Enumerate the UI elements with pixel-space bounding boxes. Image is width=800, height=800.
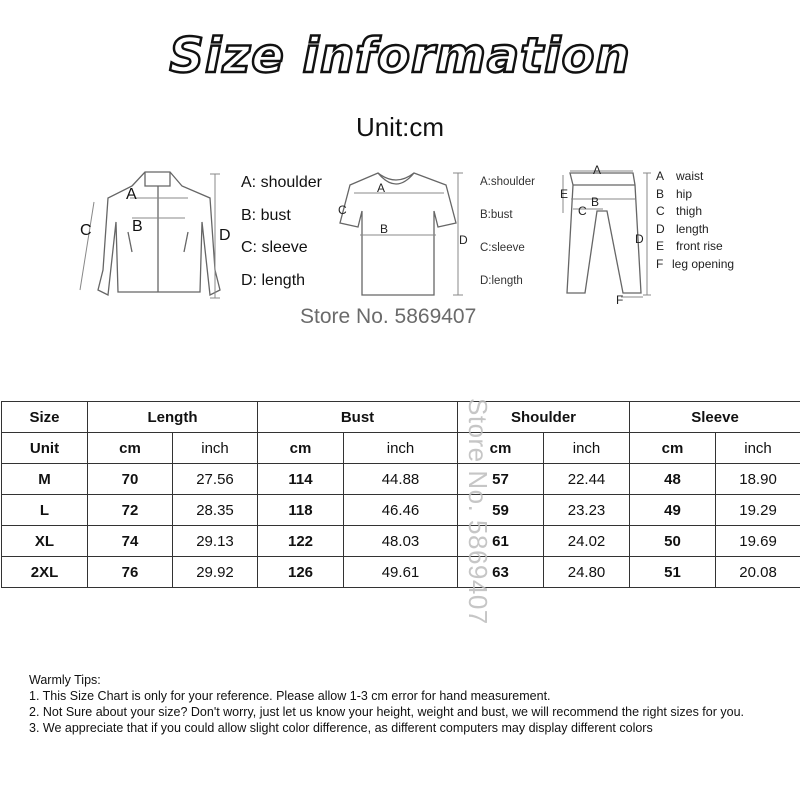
jacket-diagram-icon: [70, 160, 240, 305]
unit-cell: inch: [716, 433, 800, 464]
table-row: [2, 557, 800, 588]
unit-cell: cm: [88, 433, 173, 464]
tshirt-legend-item: D:length: [480, 275, 523, 287]
table-cell: 29.13: [173, 526, 258, 557]
jacket-legend-item: C: sleeve: [241, 239, 308, 256]
table-cell: 24.80: [544, 557, 630, 588]
jacket-legend-item: A: shoulder: [241, 174, 322, 191]
store-number: Store No. 5869407: [300, 305, 477, 328]
table-cell: 2XL: [2, 557, 88, 588]
pants-legend-item: A waist: [656, 169, 704, 183]
store-watermark: Store No. 5869407: [463, 398, 493, 625]
table-cell: 49.61: [344, 557, 458, 588]
tshirt-marker-a: A: [377, 181, 386, 195]
table-unit-row: [2, 433, 800, 464]
pants-legend: [656, 168, 796, 273]
jacket-marker-c: C: [80, 222, 92, 239]
header-shoulder: Shoulder: [458, 402, 630, 433]
unit-cell: inch: [344, 433, 458, 464]
table-cell: 126: [258, 557, 344, 588]
jacket-marker-b: B: [132, 218, 143, 235]
unit-cell: Unit: [2, 433, 88, 464]
table-cell: 70: [88, 464, 173, 495]
jacket-legend: [241, 167, 341, 297]
tshirt-legend: [480, 166, 560, 298]
header-size: Size: [2, 402, 88, 433]
table-cell: 63: [458, 557, 544, 588]
unit-cell: inch: [544, 433, 630, 464]
table-cell: 76: [88, 557, 173, 588]
tip-line: 2. Not Sure about your size? Don't worry, just let us know your height, weight and bust, we will recommend the right sizes for you.: [29, 705, 744, 719]
tshirt-legend-item: B:bust: [480, 209, 513, 221]
unit-cell: inch: [173, 433, 258, 464]
table-cell: 122: [258, 526, 344, 557]
header-length: Length: [88, 402, 258, 433]
unit-cell: cm: [458, 433, 544, 464]
jacket-legend-item: B: bust: [241, 206, 291, 224]
jacket-legend-item: D: length: [241, 271, 306, 289]
tshirt-diagram-icon: [338, 165, 468, 300]
pants-marker-c: C: [578, 204, 587, 218]
pants-marker-d: D: [635, 232, 644, 246]
page-title: Size information: [169, 28, 631, 84]
table-cell: 74: [88, 526, 173, 557]
pants-marker-e: E: [560, 187, 569, 201]
table-cell: 57: [458, 464, 544, 495]
tshirt-marker-c: C: [338, 203, 347, 217]
tshirt-legend-item: A:shoulder: [480, 176, 535, 188]
table-cell: 50: [630, 526, 716, 557]
jacket-marker-d: D: [219, 227, 231, 244]
tip-line: 1. This Size Chart is only for your reference. Please allow 1-3 cm error for hand measurement.: [29, 689, 551, 703]
table-cell: 49: [630, 495, 716, 526]
tshirt-marker-b: B: [380, 222, 389, 236]
table-cell: 118: [258, 495, 344, 526]
table-cell: 46.46: [344, 495, 458, 526]
table-cell: 27.56: [173, 464, 258, 495]
pants-legend-item: C thigh: [656, 204, 703, 218]
pants-marker-a: A: [593, 163, 602, 177]
table-cell: 18.90: [716, 464, 800, 495]
table-cell: 29.92: [173, 557, 258, 588]
tips-heading: Warmly Tips:: [29, 673, 101, 687]
table-row: [2, 526, 800, 557]
table-cell: 59: [458, 495, 544, 526]
table-cell: 61: [458, 526, 544, 557]
table-cell: 51: [630, 557, 716, 588]
table-cell: 20.08: [716, 557, 800, 588]
unit-label: Unit:cm: [355, 112, 445, 142]
table-cell: 48: [630, 464, 716, 495]
table-cell: 24.02: [544, 526, 630, 557]
table-cell: 22.44: [544, 464, 630, 495]
tip-line: 3. We appreciate that if you could allow slight color difference, as different computers may display different colors: [29, 721, 653, 735]
table-cell: M: [2, 464, 88, 495]
table-cell: 23.23: [544, 495, 630, 526]
pants-legend-item: F leg opening: [656, 256, 735, 271]
unit-cell: cm: [630, 433, 716, 464]
tshirt-marker-d: D: [459, 233, 468, 247]
pants-legend-item: B hip: [656, 186, 693, 201]
pants-marker-b: B: [591, 195, 600, 209]
tshirt-legend-item: C:sleeve: [480, 242, 525, 254]
pants-legend-item: D length: [656, 221, 709, 236]
table-cell: 28.35: [173, 495, 258, 526]
tips-section: [29, 672, 744, 736]
table-header-row: [2, 402, 800, 433]
table-cell: XL: [2, 526, 88, 557]
table-cell: 19.29: [716, 495, 800, 526]
table-cell: L: [2, 495, 88, 526]
header-bust: Bust: [258, 402, 458, 433]
size-table: [1, 401, 800, 588]
table-cell: 114: [258, 464, 344, 495]
table-row: [2, 495, 800, 526]
table-cell: 48.03: [344, 526, 458, 557]
header-sleeve: Sleeve: [630, 402, 800, 433]
unit-cell: cm: [258, 433, 344, 464]
pants-legend-item: E front rise: [656, 239, 723, 253]
table-cell: 72: [88, 495, 173, 526]
table-cell: 19.69: [716, 526, 800, 557]
table-cell: 44.88: [344, 464, 458, 495]
jacket-marker-a: A: [126, 186, 137, 203]
pants-marker-f: F: [616, 293, 624, 307]
table-row: [2, 464, 800, 495]
